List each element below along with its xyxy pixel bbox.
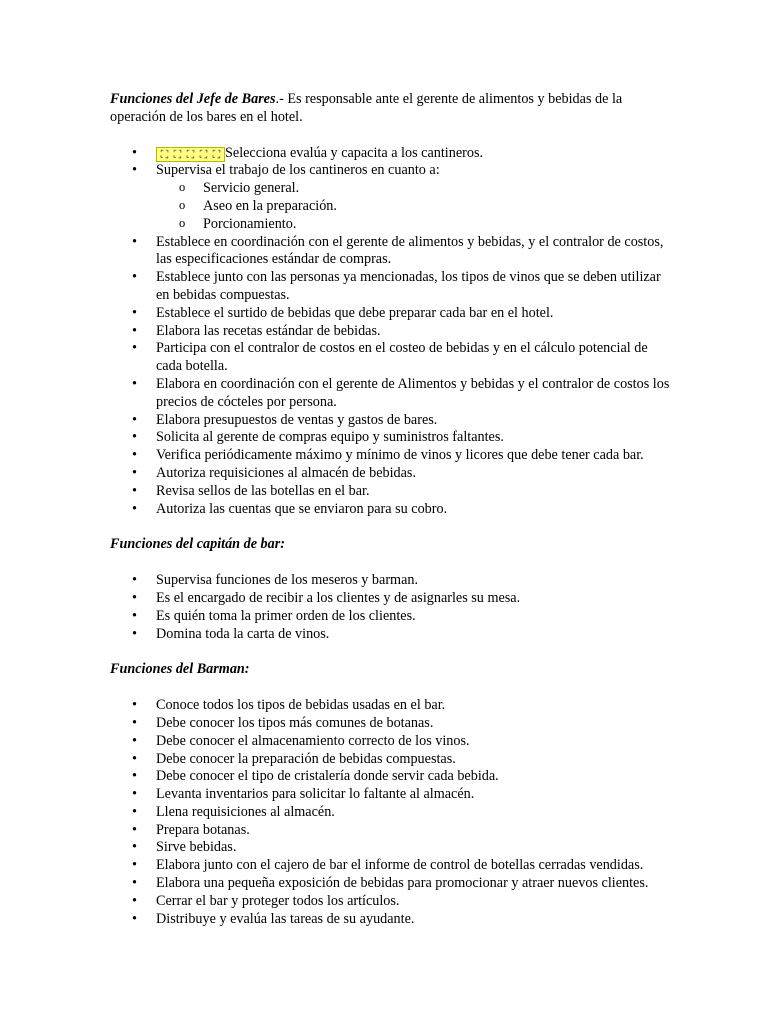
broken-image-icon: ⛶: [186, 147, 195, 161]
list-item: • Sirve bebidas.: [110, 839, 670, 857]
list-item: • Establece el surtido de bebidas que debe preparar cada bar en el hotel.: [110, 305, 670, 323]
jefe-subitems-list: [110, 180, 670, 233]
list-item: • Supervisa funciones de los meseros y barman.: [110, 572, 670, 590]
list-item: • Prepara botanas.: [110, 822, 670, 840]
list-item: • Elabora junto con el cajero de bar el informe de control de botellas cerradas vendidas.: [110, 857, 670, 875]
sub-list-item: o Porcionamiento.: [110, 216, 670, 234]
broken-image-icon: ⛶: [212, 147, 221, 161]
list-item: • Cerrar el bar y proteger todos los artículos.: [110, 893, 670, 911]
list-item: • Solicita al gerente de compras equipo y suministros faltantes.: [110, 429, 670, 447]
list-item: • Llena requisiciones al almacén.: [110, 804, 670, 822]
list-item: • Domina toda la carta de vinos.: [110, 626, 670, 644]
list-item: • Autoriza requisiciones al almacén de bebidas.: [110, 465, 670, 483]
list-item: • Supervisa el trabajo de los cantineros en cuanto a:: [110, 162, 670, 180]
list-item: • Autoriza las cuentas que se enviaron para su cobro.: [110, 501, 670, 519]
list-item: • Debe conocer los tipos más comunes de botanas.: [110, 715, 670, 733]
list-item: • Levanta inventarios para solicitar lo faltante al almacén.: [110, 786, 670, 804]
list-item: • Elabora una pequeña exposición de bebidas para promocionar y atraer nuevos clientes.: [110, 875, 670, 893]
barman-duties-list: [110, 697, 670, 928]
broken-image-icon: ⛶: [199, 147, 208, 161]
section-barman-title: Funciones del Barman:: [110, 661, 250, 678]
list-item: • Establece en coordinación con el gerente de alimentos y bebidas, y el contralor de costos, las especificaciones estándar de compras.: [110, 234, 670, 270]
jefe-duties-list-continued: [110, 234, 670, 519]
list-item: • Revisa sellos de las botellas en el bar.: [110, 483, 670, 501]
broken-image-icon: ⛶: [173, 147, 182, 161]
section-jefe-title: Funciones del Jefe de Bares: [110, 91, 276, 107]
section-capitan-title: Funciones del capitán de bar:: [110, 536, 285, 553]
list-item: • Elabora presupuestos de ventas y gastos de bares.: [110, 412, 670, 430]
list-item: • Debe conocer la preparación de bebidas compuestas.: [110, 751, 670, 769]
list-item: • Debe conocer el almacenamiento correcto de los vinos.: [110, 733, 670, 751]
list-item: • Establece junto con las personas ya mencionadas, los tipos de vinos que se deben utilizar en bebidas compuestas.: [110, 269, 670, 305]
list-item: • Elabora en coordinación con el gerente de Alimentos y bebidas y el contralor de costos los precios de cócteles por persona.: [110, 376, 670, 412]
list-item: • Elabora las recetas estándar de bebidas.: [110, 323, 670, 341]
list-item: • Conoce todos los tipos de bebidas usadas en el bar.: [110, 697, 670, 715]
sub-list-item: o Servicio general.: [110, 180, 670, 198]
list-item: • Debe conocer el tipo de cristalería donde servir cada bebida.: [110, 768, 670, 786]
sub-list-item: o Aseo en la preparación.: [110, 198, 670, 216]
list-item: • Es el encargado de recibir a los clientes y de asignarles su mesa.: [110, 590, 670, 608]
list-item-text: Selecciona evalúa y capacita a los cantineros.: [225, 144, 484, 161]
list-item: [110, 145, 670, 163]
jefe-duties-list: [110, 145, 670, 181]
broken-image-icon: ⛶: [160, 147, 169, 161]
capitan-duties-list: [110, 572, 670, 643]
list-item: • Distribuye y evalúa las tareas de su ayudante.: [110, 911, 670, 929]
list-item: • Participa con el contralor de costos en el costeo de bebidas y en el cálculo potencial de cada botella.: [110, 340, 670, 376]
section-jefe-intro-text: .- Es responsable ante el gerente de alimentos y bebidas de la operación de los bares en el hotel.: [110, 91, 623, 125]
broken-image-strip: [156, 147, 225, 162]
section-jefe-intro: [110, 91, 670, 127]
list-item: • Es quién toma la primer orden de los clientes.: [110, 608, 670, 626]
document-page: [110, 91, 670, 928]
list-item: • Verifica periódicamente máximo y mínimo de vinos y licores que debe tener cada bar.: [110, 447, 670, 465]
